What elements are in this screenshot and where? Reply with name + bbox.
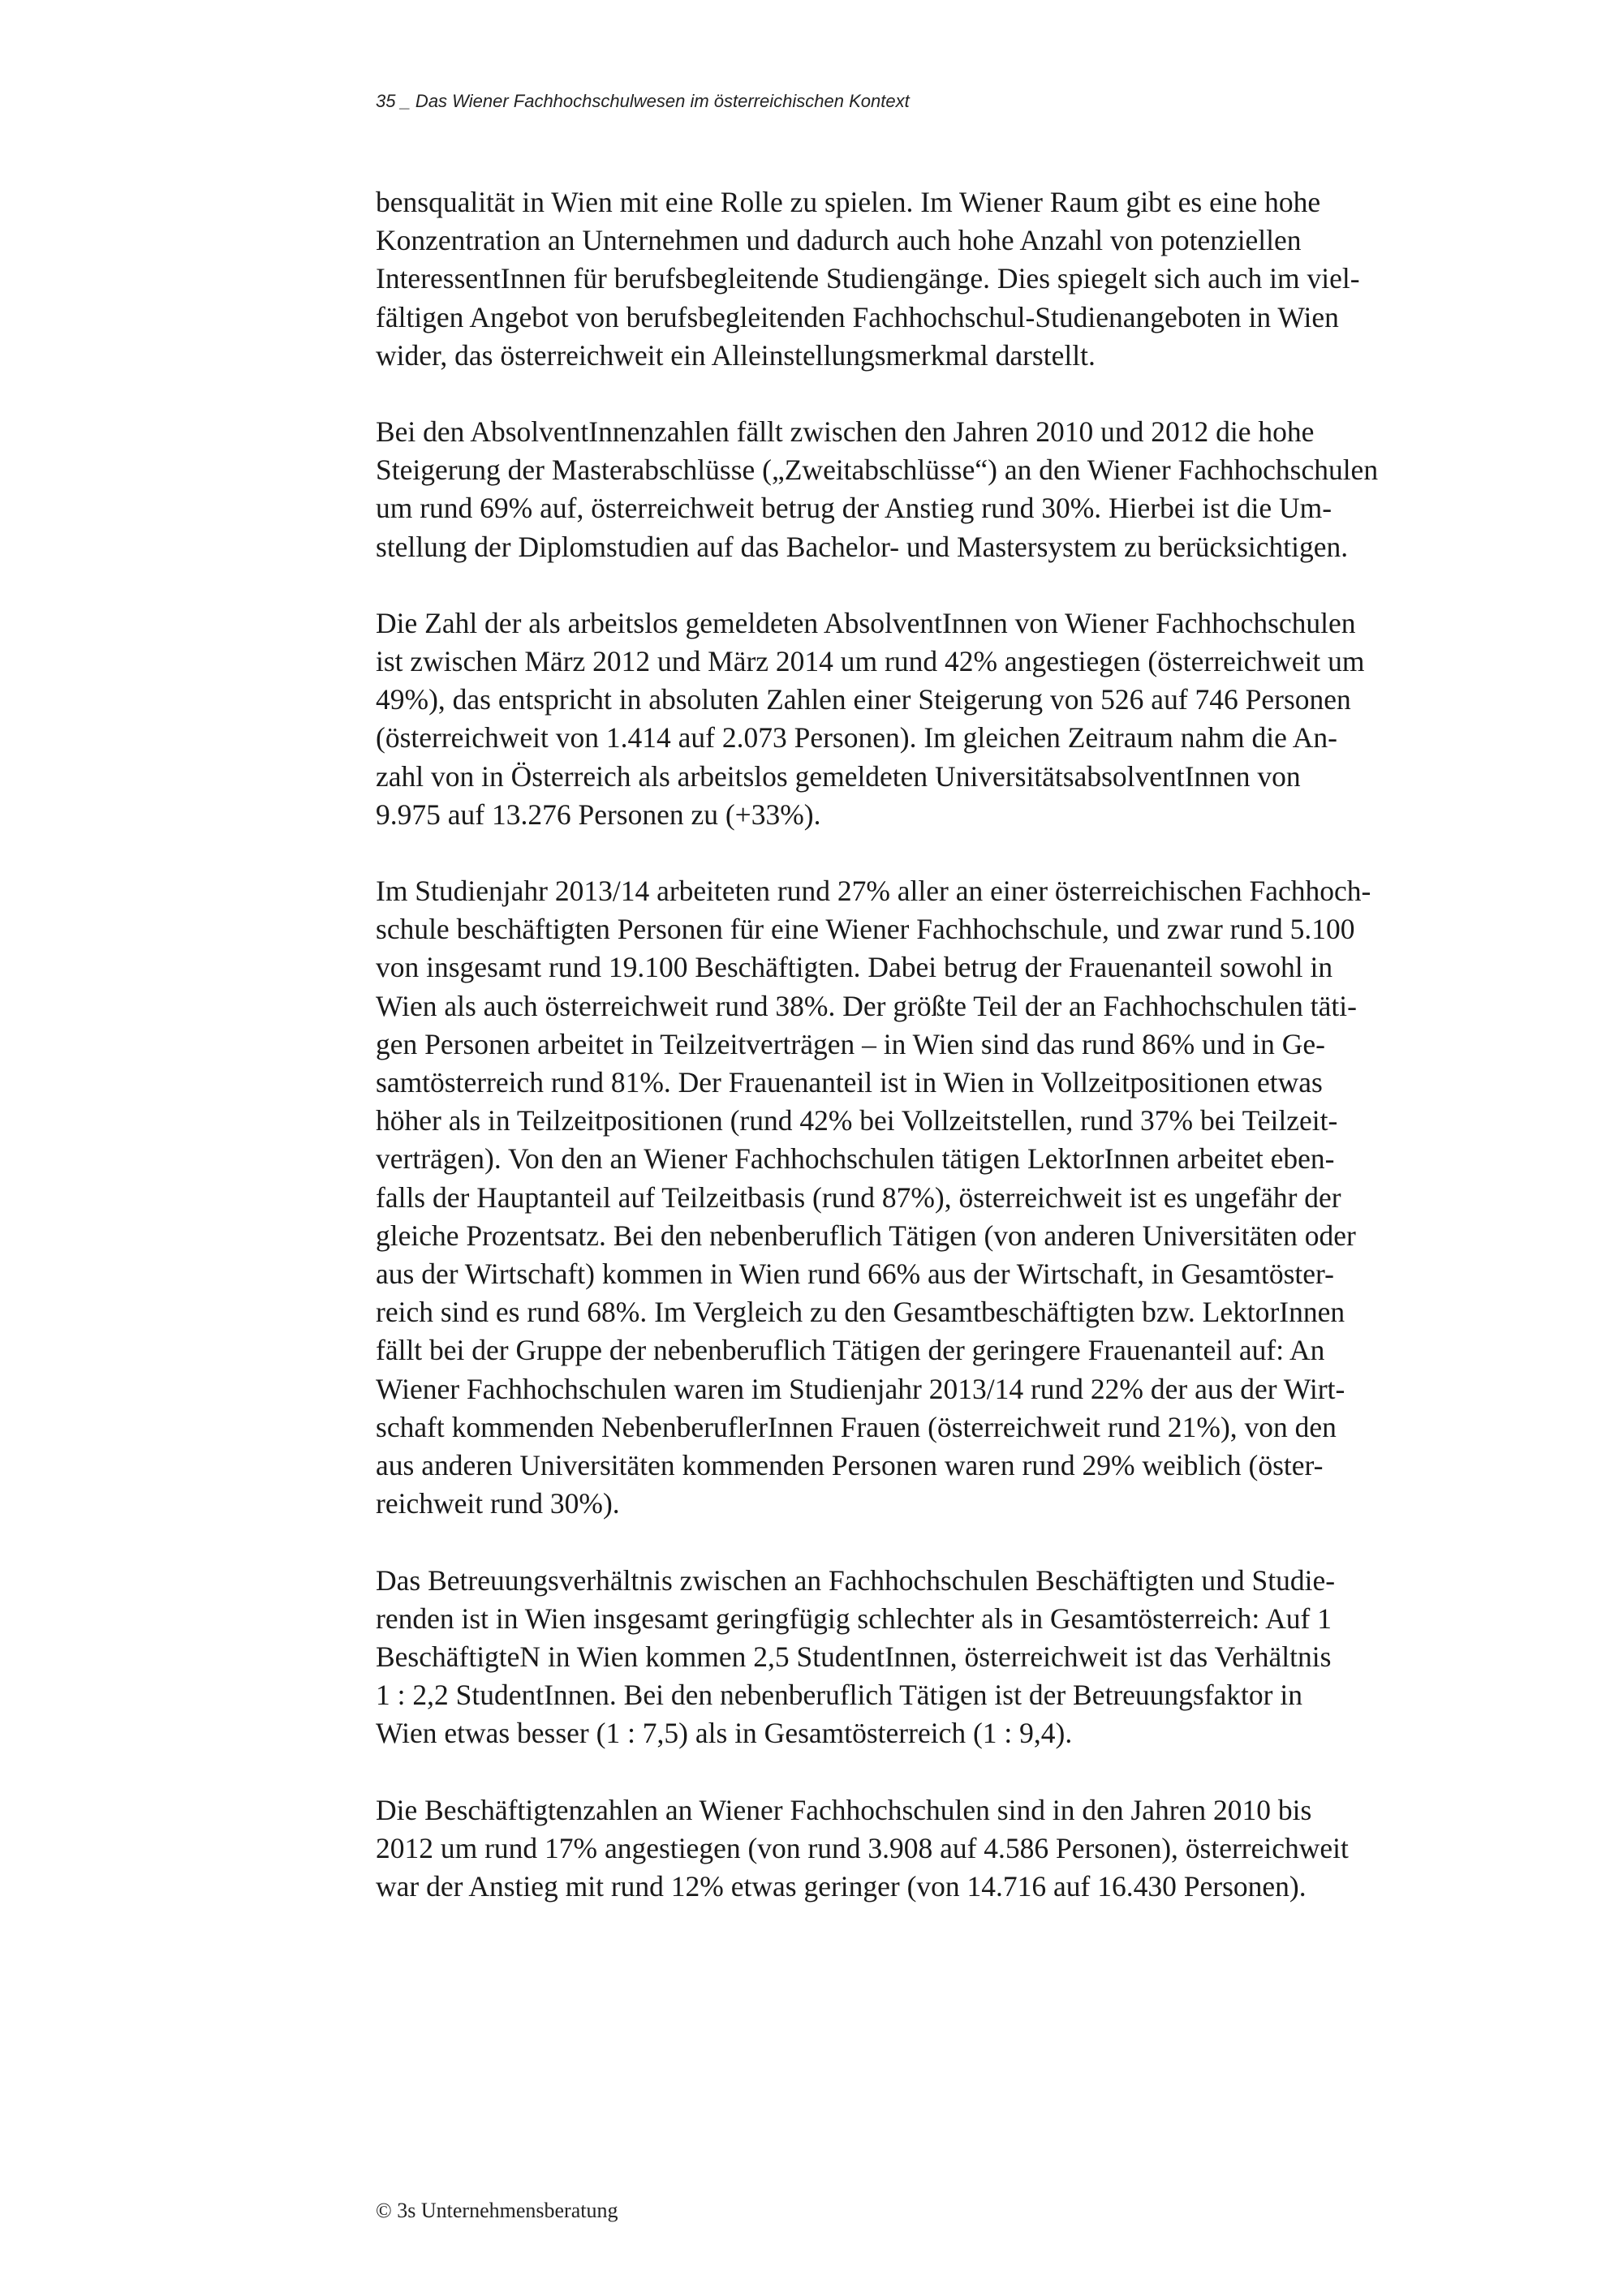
text-line: (österreichweit von 1.414 auf 2.073 Personen). Im gleichen Zeitraum nahm die An- [376, 721, 1337, 755]
text-line: 1 : 2,2 StudentInnen. Bei den nebenberuflich Tätigen ist der Betreuungsfaktor in [376, 1679, 1302, 1712]
text-line: von insgesamt rund 19.100 Beschäftigten. Dabei betrug der Frauenanteil sowohl in [376, 951, 1333, 984]
text-line: zahl von in Österreich als arbeitslos gemeldeten UniversitätsabsolventInnen von [376, 759, 1301, 793]
text-line: gen Personen arbeitet in Teilzeitverträgen – in Wien sind das rund 86% und in Ge- [376, 1027, 1325, 1060]
document-body [376, 183, 1475, 1944]
paragraph [376, 872, 1475, 1523]
text-line: fällt bei der Gruppe der nebenberuflich Tätigen der geringere Frauenanteil auf: An [376, 1334, 1325, 1367]
text-line: schule beschäftigten Personen für eine Wiener Fachhochschule, und zwar rund 5.100 [376, 913, 1355, 946]
text-line: gleiche Prozentsatz. Bei den nebenberuflich Tätigen (von anderen Universitäten oder [376, 1219, 1356, 1252]
text-line: fältigen Angebot von berufsbegleitenden Fachhochschul-Studienangeboten in Wien [376, 300, 1339, 333]
page-footer: © 3s Unternehmensberatung [376, 2199, 618, 2222]
text-line: wider, das österreichweit ein Alleinstellungsmerkmal darstellt. [376, 338, 1096, 372]
text-line: Konzentration an Unternehmen und dadurch auch hohe Anzahl von potenziellen [376, 224, 1302, 257]
text-line: 9.975 auf 13.276 Personen zu (+33%). [376, 798, 821, 831]
text-line: Im Studienjahr 2013/14 arbeiteten rund 27% aller an einer österreichischen Fachhoch- [376, 875, 1371, 908]
text-line: Bei den AbsolventInnenzahlen fällt zwischen den Jahren 2010 und 2012 die hohe [376, 415, 1315, 449]
text-line: schaft kommenden NebenberuflerInnen Frauen (österreichweit rund 21%), von den [376, 1410, 1337, 1443]
text-line: um rund 69% auf, österreichweit betrug der Anstieg rund 30%. Hierbei ist die Um- [376, 492, 1332, 525]
text-line: 49%), das entspricht in absoluten Zahlen einer Steigerung von 526 auf 746 Personen [376, 683, 1351, 716]
text-line: stellung der Diplomstudien auf das Bachelor- und Mastersystem zu berücksichtigen. [376, 530, 1349, 563]
text-line: Wiener Fachhochschulen waren im Studienjahr 2013/14 rund 22% der aus der Wirt- [376, 1372, 1345, 1405]
paragraph [376, 1791, 1475, 1907]
text-line: verträgen). Von den an Wiener Fachhochschulen tätigen LektorInnen arbeitet eben- [376, 1142, 1335, 1176]
text-line: Wien als auch österreichweit rund 38%. Der größte Teil der an Fachhochschulen täti- [376, 989, 1357, 1022]
text-line: falls der Hauptanteil auf Teilzeitbasis (rund 87%), österreichweit ist es ungefähr der [376, 1180, 1341, 1214]
paragraph [376, 1562, 1475, 1753]
paragraph [376, 183, 1475, 375]
text-line: samtösterreich rund 81%. Der Frauenanteil ist in Wien in Vollzeitpositionen etwas [376, 1066, 1323, 1099]
text-line: 2012 um rund 17% angestiegen (von rund 3.908 auf 4.586 Personen), österreichweit [376, 1831, 1349, 1864]
text-line: aus der Wirtschaft) kommen in Wien rund 66% aus der Wirtschaft, in Gesamtöster- [376, 1258, 1334, 1291]
text-line: aus anderen Universitäten kommenden Personen waren rund 29% weiblich (öster- [376, 1449, 1324, 1482]
page-header: 35 _ Das Wiener Fachhochschulwesen im österreichischen Kontext [376, 91, 910, 111]
text-line: ist zwischen März 2012 und März 2014 um rund 42% angestiegen (österreichweit um [376, 645, 1365, 678]
text-line: reich sind es rund 68%. Im Vergleich zu den Gesamtbeschäftigten bzw. LektorInnen [376, 1296, 1345, 1329]
text-line: renden ist in Wien insgesamt geringfügig schlechter als in Gesamtösterreich: Auf 1 [376, 1602, 1332, 1635]
paragraph [376, 604, 1475, 834]
text-line: InteressentInnen für berufsbegleitende Studiengänge. Dies spiegelt sich auch im viel- [376, 262, 1360, 295]
text-line: Steigerung der Masterabschlüsse („Zweitabschlüsse“) an den Wiener Fachhochschulen [376, 454, 1379, 487]
text-line: Das Betreuungsverhältnis zwischen an Fachhochschulen Beschäftigten und Studie- [376, 1563, 1336, 1597]
text-line: war der Anstieg mit rund 12% etwas geringer (von 14.716 auf 16.430 Personen). [376, 1869, 1307, 1903]
paragraph [376, 413, 1475, 566]
text-line: bensqualität in Wien mit eine Rolle zu spielen. Im Wiener Raum gibt es eine hohe [376, 186, 1321, 218]
text-line: Die Beschäftigtenzahlen an Wiener Fachhochschulen sind in den Jahren 2010 bis [376, 1793, 1312, 1826]
text-line: reichweit rund 30%). [376, 1487, 620, 1520]
text-line: BeschäftigteN in Wien kommen 2,5 StudentInnen, österreichweit ist das Verhältnis [376, 1640, 1332, 1673]
text-line: Wien etwas besser (1 : 7,5) als in Gesamtösterreich (1 : 9,4). [376, 1717, 1073, 1750]
text-line: Die Zahl der als arbeitslos gemeldeten AbsolventInnen von Wiener Fachhochschulen [376, 606, 1356, 639]
text-line: höher als in Teilzeitpositionen (rund 42% bei Vollzeitstellen, rund 37% bei Teilzeit- [376, 1104, 1338, 1137]
